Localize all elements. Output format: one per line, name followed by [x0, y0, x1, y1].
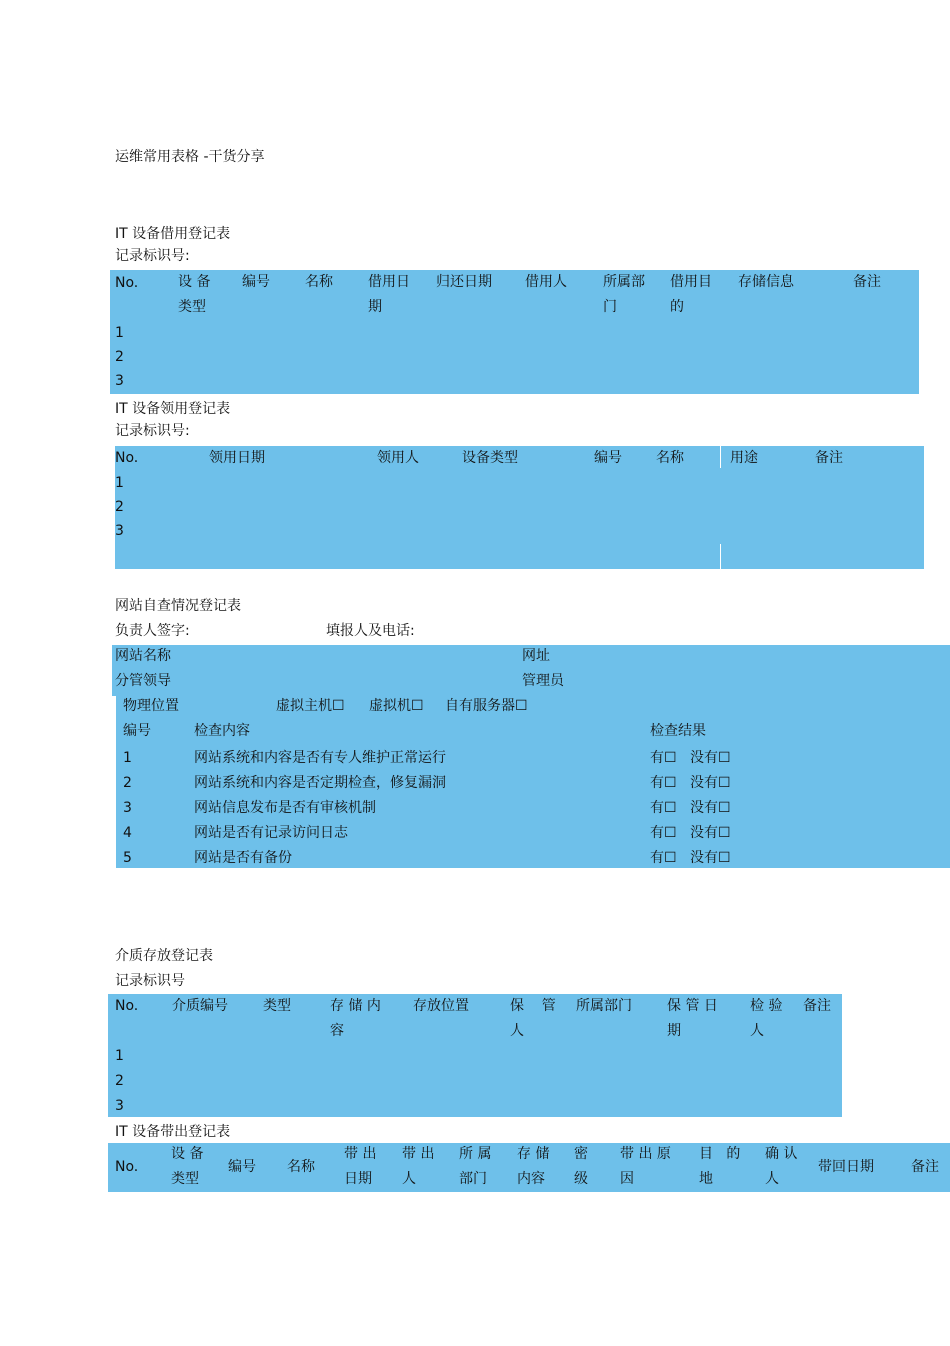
- t2-header-cell: 备注: [815, 450, 843, 466]
- t5-header-cell: 带 出 原: [620, 1146, 671, 1162]
- t3-item-yes-checkbox[interactable]: 有☐: [650, 775, 677, 791]
- t4-header-cell: 保 管 日: [667, 998, 718, 1014]
- t3-item-no-checkbox[interactable]: 没有☐: [690, 750, 731, 766]
- t5-header-cell: 人: [765, 1171, 779, 1187]
- t2-divider-top: [720, 446, 721, 468]
- t2-header-cell: 设备类型: [462, 450, 518, 466]
- t1-row-number: 2: [115, 349, 124, 365]
- t3-option-vm[interactable]: 虚拟机☐: [369, 698, 424, 714]
- t3-col-content: 检查内容: [194, 723, 250, 739]
- t5-header-cell: 地: [699, 1171, 713, 1187]
- t4-header-cell: 保 管: [510, 998, 556, 1014]
- t3-item-content: 网站信息发布是否有审核机制: [194, 800, 376, 816]
- t4-header-cell: 存 储 内: [330, 998, 381, 1014]
- t3-item-yes-checkbox[interactable]: 有☐: [650, 825, 677, 841]
- t5-table: [108, 1143, 950, 1192]
- t4-row-number: 1: [115, 1048, 124, 1064]
- t2-row-number: 1: [115, 475, 124, 491]
- t3-item-yes-checkbox[interactable]: 有☐: [650, 750, 677, 766]
- t1-header-cell: 存储信息: [738, 274, 794, 290]
- t5-header-cell: 所 属: [459, 1146, 492, 1162]
- t1-header-cell: 备注: [853, 274, 881, 290]
- t4-header-cell: 人: [510, 1023, 524, 1039]
- t5-title: IT 设备带出登记表: [115, 1124, 231, 1140]
- t1-title: IT 设备借用登记表: [115, 226, 231, 242]
- t2-row-number: 3: [115, 523, 124, 539]
- t2-table: [115, 446, 924, 569]
- t4-header-cell: 所属部门: [576, 998, 632, 1014]
- t1-header-cell: 期: [368, 299, 382, 315]
- t1-row-number: 1: [115, 325, 124, 341]
- t5-header-cell: 带 出: [344, 1146, 377, 1162]
- t5-header-cell: 设 备: [171, 1146, 204, 1162]
- t1-header-cell: 所属部: [603, 274, 645, 290]
- t3-item-no-checkbox[interactable]: 没有☐: [690, 825, 731, 841]
- t4-table: [108, 994, 842, 1117]
- t5-header-cell: 部门: [459, 1171, 487, 1187]
- t5-header-cell: 人: [402, 1171, 416, 1187]
- t3-item-content: 网站系统和内容是否定期检查，修复漏洞: [194, 775, 446, 791]
- t5-header-cell: 存 储: [517, 1146, 550, 1162]
- t1-header-cell: No.: [115, 275, 139, 291]
- t3-url-label: 网址: [522, 648, 550, 664]
- t4-header-cell: 期: [667, 1023, 681, 1039]
- t3-item-yes-checkbox[interactable]: 有☐: [650, 850, 677, 866]
- t2-header-cell: 编号: [594, 450, 622, 466]
- t1-table: [110, 270, 919, 394]
- t2-title: IT 设备领用登记表: [115, 401, 231, 417]
- t2-row-number: 2: [115, 499, 124, 515]
- t5-header-cell: 名称: [287, 1159, 315, 1175]
- t3-option-own-server[interactable]: 自有服务器☐: [445, 698, 528, 714]
- t3-col-no: 编号: [123, 723, 151, 739]
- t4-title: 介质存放登记表: [115, 948, 213, 964]
- t5-header-cell: 内容: [517, 1171, 545, 1187]
- doc-title: 运维常用表格 -干货分享: [115, 149, 265, 165]
- t3-item-yes-checkbox[interactable]: 有☐: [650, 800, 677, 816]
- t4-header-cell: 类型: [263, 998, 291, 1014]
- t2-header-cell: 领用人: [377, 450, 419, 466]
- t3-location-label: 物理位置: [123, 698, 179, 714]
- t2-header-cell: 名称: [656, 450, 684, 466]
- t3-admin-label: 管理员: [522, 673, 564, 689]
- t4-row-number: 3: [115, 1098, 124, 1114]
- t4-header-cell: 介质编号: [172, 998, 228, 1014]
- t1-header-cell: 借用日: [368, 274, 410, 290]
- t5-header-cell: 确 认: [765, 1146, 798, 1162]
- t3-col-result: 检查结果: [650, 723, 706, 739]
- t4-header-cell: 容: [330, 1023, 344, 1039]
- t2-header-cell: No.: [115, 450, 139, 466]
- t1-header-cell: 借用人: [525, 274, 567, 290]
- t3-item-no: 2: [123, 775, 132, 791]
- t1-header-cell: 归还日期: [436, 274, 492, 290]
- t5-header-cell: No.: [115, 1159, 139, 1175]
- t2-divider-bottom: [720, 544, 721, 569]
- t4-header-cell: No.: [115, 998, 139, 1014]
- t5-header-cell: 级: [574, 1171, 588, 1187]
- t5-header-cell: 目 的: [699, 1146, 741, 1162]
- t3-item-no: 3: [123, 800, 132, 816]
- t2-header-cell: 领用日期: [209, 450, 265, 466]
- t3-item-no-checkbox[interactable]: 没有☐: [690, 850, 731, 866]
- t5-header-cell: 编号: [228, 1159, 256, 1175]
- t3-leader-label: 分管领导: [115, 673, 171, 689]
- t3-item-content: 网站是否有备份: [194, 850, 292, 866]
- t3-item-no: 1: [123, 750, 132, 766]
- t1-header-cell: 名称: [305, 274, 333, 290]
- t1-row-number: 3: [115, 373, 124, 389]
- t1-header-cell: 设 备: [178, 274, 211, 290]
- t5-header-cell: 因: [620, 1171, 634, 1187]
- t3-item-content: 网站系统和内容是否有专人维护正常运行: [194, 750, 446, 766]
- t3-site-name-label: 网站名称: [115, 648, 171, 664]
- t2-header-cell: 用途: [730, 450, 758, 466]
- t5-header-cell: 日期: [344, 1171, 372, 1187]
- t1-header-cell: 类型: [178, 299, 206, 315]
- t3-option-virtual-host[interactable]: 虚拟主机☐: [276, 698, 345, 714]
- t1-header-cell: 编号: [242, 274, 270, 290]
- t3-item-content: 网站是否有记录访问日志: [194, 825, 348, 841]
- t5-header-cell: 带回日期: [818, 1159, 874, 1175]
- t4-record-label: 记录标识号: [115, 973, 185, 989]
- t2-record-label: 记录标识号:: [115, 423, 190, 439]
- t3-item-no: 5: [123, 850, 132, 866]
- t4-header-cell: 备注: [803, 998, 831, 1014]
- t3-sign-label: 负责人签字:: [115, 623, 190, 639]
- t3-filler-label: 填报人及电话:: [326, 623, 415, 639]
- t3-item-no: 4: [123, 825, 132, 841]
- t1-header-cell: 的: [670, 299, 684, 315]
- t1-record-label: 记录标识号:: [115, 248, 190, 264]
- t5-header-cell: 备注: [911, 1159, 939, 1175]
- t1-header-cell: 借用目: [670, 274, 712, 290]
- t4-header-cell: 人: [750, 1023, 764, 1039]
- t3-item-no-checkbox[interactable]: 没有☐: [690, 775, 731, 791]
- t5-header-cell: 类型: [171, 1171, 199, 1187]
- t4-header-cell: 存放位置: [413, 998, 469, 1014]
- t5-header-cell: 带 出: [402, 1146, 435, 1162]
- t3-item-no-checkbox[interactable]: 没有☐: [690, 800, 731, 816]
- t5-header-cell: 密: [574, 1146, 588, 1162]
- t4-header-cell: 检 验: [750, 998, 783, 1014]
- t3-title: 网站自查情况登记表: [115, 598, 241, 614]
- t1-header-cell: 门: [603, 299, 617, 315]
- t4-row-number: 2: [115, 1073, 124, 1089]
